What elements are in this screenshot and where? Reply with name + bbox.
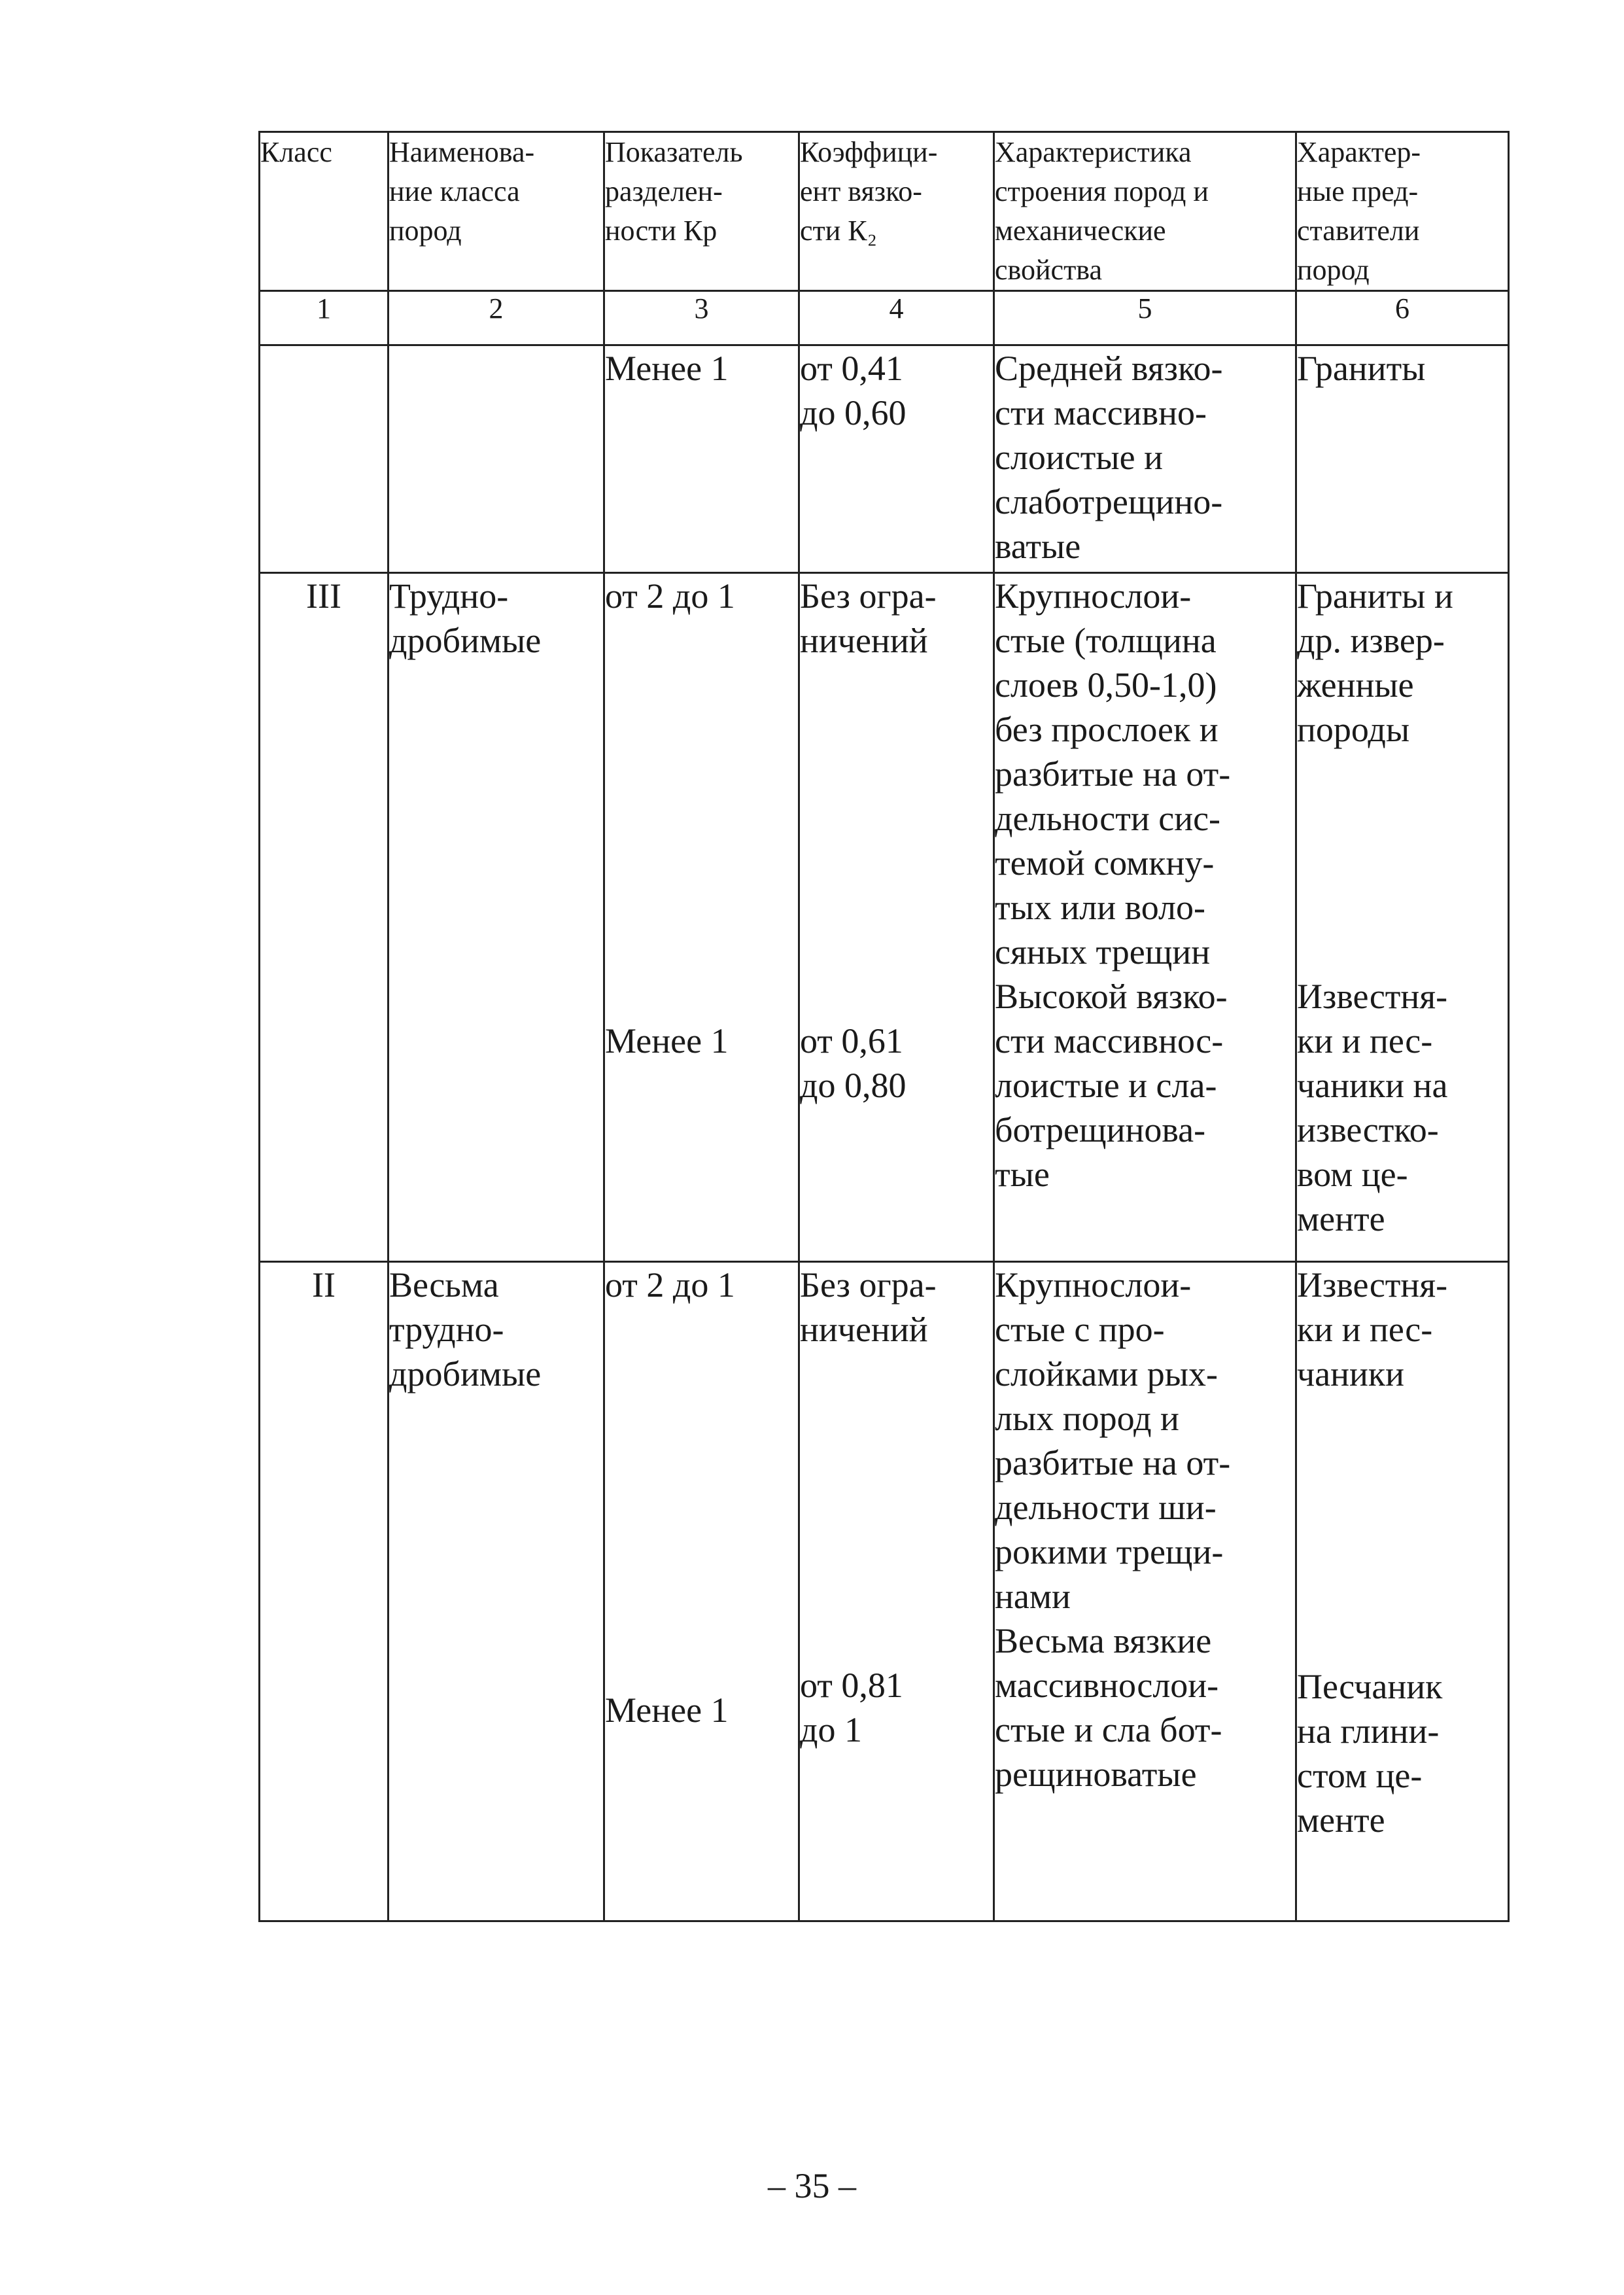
header-row bbox=[260, 132, 1509, 291]
characteristic-cell: Крупнослои- стые с про- слойками рых- лых пород и разбитые на от- дельности ши- рокими трещи- нами Весьма вязкие массивнослои- стые и сла бот- рещиноватые bbox=[994, 1262, 1296, 1921]
column-number: 1 bbox=[260, 291, 389, 345]
column-number-row bbox=[260, 291, 1509, 345]
class-name-cell bbox=[389, 345, 604, 573]
class-cell: III bbox=[260, 573, 389, 1262]
header-representatives: Характер- ные пред- ставители пород bbox=[1296, 132, 1509, 291]
column-number: 5 bbox=[994, 291, 1296, 345]
characteristic-cell: Средней вязко- сти массивно- слоистые и слаботрещино- ватые bbox=[994, 345, 1296, 573]
representatives-cell: Граниты bbox=[1296, 345, 1509, 573]
class-name-cell: Трудно- дробимые bbox=[389, 573, 604, 1262]
kr-cell: Менее 1 bbox=[604, 345, 799, 573]
header-class: Класс bbox=[260, 132, 389, 291]
table-row bbox=[260, 345, 1509, 573]
characteristic-cell: Крупнослои- стые (толщина слоев 0,50-1,0) без прослоек и разбитые на от- дельности сис- темой сомкну- тых или воло- сяных трещин Высокой вязко- сти массивнос- лоистые и сла- ботрещинова- тые bbox=[994, 573, 1296, 1262]
kr-cell: от 2 до 1 Менее 1 bbox=[604, 573, 799, 1262]
class-cell: II bbox=[260, 1262, 389, 1921]
rock-classification-table bbox=[258, 131, 1510, 1922]
page-number: – 35 – bbox=[768, 2166, 856, 2205]
header-viscosity-coefficient: Коэффици- ент вязко- сти К₂ bbox=[799, 132, 994, 291]
header-separation-index: Показатель разделен- ности Кр bbox=[604, 132, 799, 291]
representatives-cell: Граниты и др. извер- женные породы Известня- ки и пес- чаники на известко- вом це- менте bbox=[1296, 573, 1509, 1262]
k2-cell: Без огра- ничений от 0,81 до 1 bbox=[799, 1262, 994, 1921]
table-row bbox=[260, 1262, 1509, 1921]
k2-cell: от 0,41 до 0,60 bbox=[799, 345, 994, 573]
header-characteristics: Характеристика строения пород и механические свойства bbox=[994, 132, 1296, 291]
kr-cell: от 2 до 1 Менее 1 bbox=[604, 1262, 799, 1921]
column-number: 3 bbox=[604, 291, 799, 345]
header-class-name: Наименова- ние класса пород bbox=[389, 132, 604, 291]
column-number: 6 bbox=[1296, 291, 1509, 345]
table-row bbox=[260, 573, 1509, 1262]
class-name-cell: Весьма трудно- дробимые bbox=[389, 1262, 604, 1921]
column-number: 2 bbox=[389, 291, 604, 345]
column-number: 4 bbox=[799, 291, 994, 345]
representatives-cell: Известня- ки и пес- чаники Песчаник на глини- стом це- менте bbox=[1296, 1262, 1509, 1921]
k2-cell: Без огра- ничений от 0,61 до 0,80 bbox=[799, 573, 994, 1262]
class-cell bbox=[260, 345, 389, 573]
